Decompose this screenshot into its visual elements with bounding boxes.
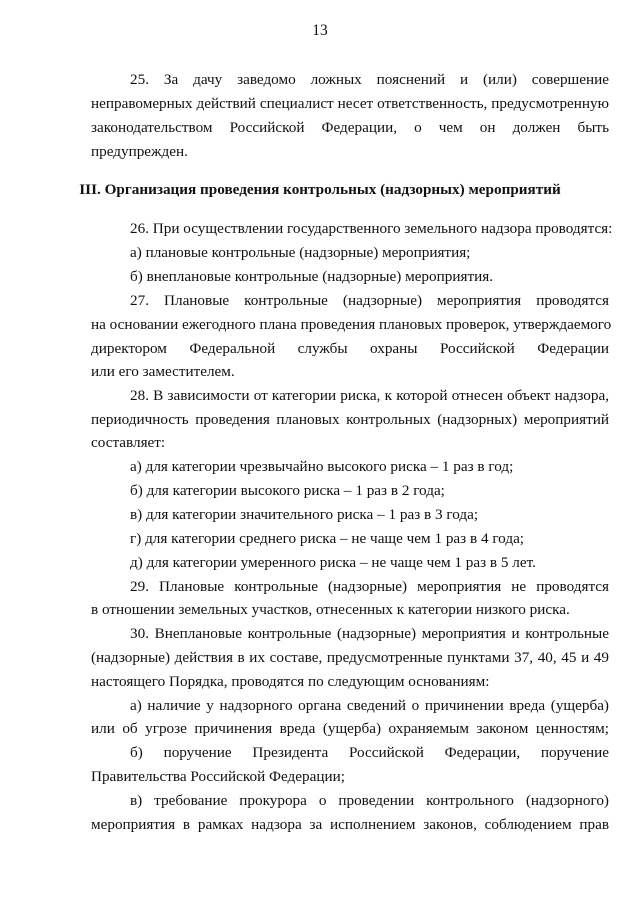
text-line: неправомерных действий специалист несет ответственность, предусмотренную xyxy=(91,95,609,112)
text-line: 28. В зависимости от категории риска, к которой отнесен объект надзора, xyxy=(130,387,609,404)
text-line: (надзорные) действия в их составе, предусмотренные пунктами 37, 40, 45 и 49 xyxy=(91,649,609,666)
text-line: а) наличие у надзорного органа сведений о причинении вреда (ущерба) xyxy=(130,697,609,714)
text-line: 30. Внеплановые контрольные (надзорные) мероприятия и контрольные xyxy=(130,625,609,642)
text-line: Правительства Российской Федерации; xyxy=(91,768,345,785)
text-line: мероприятия в рамках надзора за исполнением законов, соблюдением прав xyxy=(91,816,609,833)
text-line: в) для категории значительного риска – 1 раз в 3 года; xyxy=(130,506,479,523)
text-line: б) поручение Президента Российской Федерации, поручение xyxy=(130,744,609,761)
text-line: директором Федеральной службы охраны Российской Федерации xyxy=(91,340,609,357)
text-line: 25. За дачу заведомо ложных пояснений и (или) совершение xyxy=(130,71,609,88)
text-line: или об угрозе причинения вреда (ущерба) охраняемым законом ценностям; xyxy=(91,720,609,737)
text-line: г) для категории среднего риска – не чаще чем 1 раз в 4 года; xyxy=(130,530,525,547)
text-line: в) требование прокурора о проведении контрольного (надзорного) xyxy=(130,792,609,809)
text-line: в отношении земельных участков, отнесенных к категории низкого риска. xyxy=(91,601,570,618)
text-line: настоящего Порядка, проводятся по следующим основаниям: xyxy=(91,673,490,690)
text-line: 27. Плановые контрольные (надзорные) мероприятия проводятся xyxy=(130,292,609,309)
text-line: на основании ежегодного плана проведения плановых проверок, утверждаемого xyxy=(91,316,612,333)
text-line: или его заместителем. xyxy=(91,363,235,380)
text-line: а) для категории чрезвычайно высокого риска – 1 раз в год; xyxy=(130,458,514,475)
text-line: 29. Плановые контрольные (надзорные) мероприятия не проводятся xyxy=(130,578,609,595)
text-line: законодательством Российской Федерации, о чем он должен быть xyxy=(91,119,609,136)
text-line: составляет: xyxy=(91,434,166,451)
text-line: б) внеплановые контрольные (надзорные) мероприятия. xyxy=(130,268,494,285)
text-line: д) для категории умеренного риска – не чаще чем 1 раз в 5 лет. xyxy=(130,554,536,571)
section-heading: III. Организация проведения контрольных (надзорных) мероприятий xyxy=(79,181,561,198)
text-line: а) плановые контрольные (надзорные) мероприятия; xyxy=(130,244,471,261)
text-line: 26. При осуществлении государственного земельного надзора проводятся: xyxy=(130,220,613,237)
text-line: предупрежден. xyxy=(91,143,188,160)
page-number: 13 xyxy=(312,22,328,39)
text-line: б) для категории высокого риска – 1 раз в 2 года; xyxy=(130,482,445,499)
text-line: периодичность проведения плановых контрольных (надзорных) мероприятий xyxy=(91,411,609,428)
